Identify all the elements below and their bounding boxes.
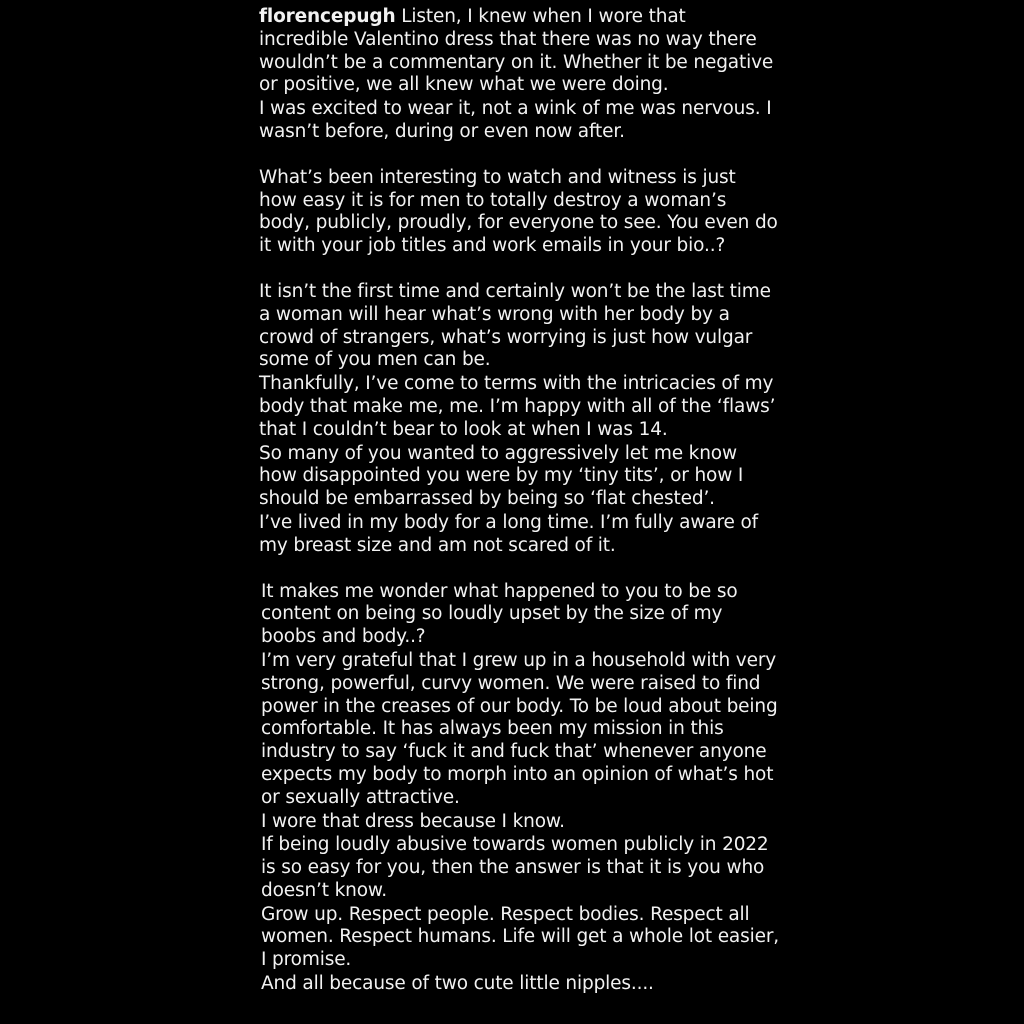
post-caption — [259, 6, 779, 997]
caption-paragraph: I’ve lived in my body for a long time. I’m fully aware of my breast size and am not scared of it. — [259, 511, 759, 556]
caption-paragraph: It makes me wonder what happened to you to be so content on being so loudly upset by the size of my boobs and body..? — [261, 580, 738, 648]
caption-paragraph: If being loudly abusive towards women publicly in 2022 is so easy for you, then the answer is that it is you who doesn’t know. — [261, 834, 769, 901]
caption-paragraph — [259, 6, 779, 97]
paragraph-spacer — [259, 145, 779, 167]
username-link[interactable]: florencepugh — [259, 6, 396, 27]
caption-paragraph: And all because of two cute little nipples.... — [261, 973, 654, 995]
paragraph-spacer — [259, 259, 779, 281]
caption-paragraph: I was excited to wear it, not a wink of me was nervous. I wasn’t before, during or even now after. — [259, 98, 772, 142]
caption-paragraph: Thankfully, I’ve come to terms with the intricacies of my body that make me, me. I’m happy with all of the ‘flaws’ that I couldn’t bear to look at when I was 14. — [259, 373, 776, 440]
caption-paragraph: So many of you wanted to aggressively let me know how disappointed you were by my ‘tiny tits’, or how I should be embarrassed by being so ‘flat chested’. — [259, 442, 744, 510]
paragraph-spacer — [259, 559, 779, 581]
caption-text: Listen, I knew when I wore that incredible Valentino dress that there was no way there wouldn’t be a commentary on it. Whether it be negative or positive, we all knew what we were doing. — [259, 6, 774, 96]
caption-paragraph: I’m very grateful that I grew up in a household with very strong, powerful, curvy women. We were raised to find power in the creases of our body. To be loud about being comfortable. It has always been my mission in this industry to say ‘fuck it and fuck that’ whenever anyone expects my body to morph into an opinion of what’s hot or sexually attractive. — [261, 649, 778, 808]
caption-paragraph: Grow up. Respect people. Respect bodies. Respect all women. Respect humans. Life will get a whole lot easier, I promise. — [261, 903, 780, 971]
caption-paragraph: What’s been interesting to watch and witness is just how easy it is for men to totally destroy a woman’s body, publicly, proudly, for everyone to see. You even do it with your job titles and work emails in your bio..? — [259, 166, 778, 257]
caption-paragraph: It isn’t the first time and certainly won’t be the last time a woman will hear what’s wrong with her body by a crowd of strangers, what’s worrying is just how vulgar some of you men can be. — [259, 280, 771, 371]
caption-paragraph: I wore that dress because I know. — [261, 810, 565, 832]
